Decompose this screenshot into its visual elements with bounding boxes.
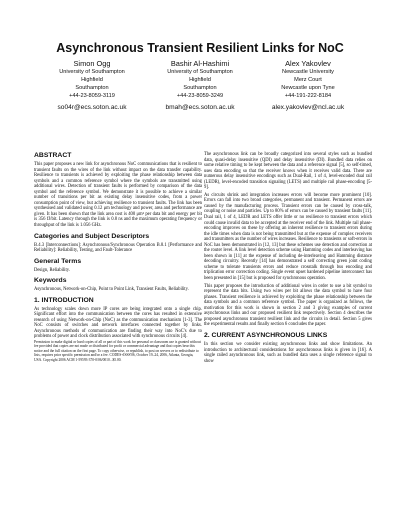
categories-text: B.4.3 [Interconnections]: Asynchronous/Synchronous Operation B.8.1 [Performance and Reliability]: Reliability, Testing, and Fault-Tolerance <box>34 242 202 254</box>
right-paragraph-3: This paper proposes the introduction of additional wires in order to use a bit symbol to represent the data bits. Using two wires per bit allows the data symbol to have four phases. Transient resilience is achieved by exploiting the phase relationship between the data symbols and a common reference symbol. The paper is organized as follows, the motivation for this work is shown in section 2 and 3 giving examples of current asynchronous links and our proposed resilient link respectively. Section 4 describes the proposed asynchronous transient resilient link and the circuits in detail. Section 5 gives the experimental results and finally section 6 concludes the paper. <box>204 283 372 328</box>
author-block <box>38 59 362 112</box>
author-2 <box>146 59 254 112</box>
author-affiliation: University of Southampton <box>59 69 125 75</box>
abstract-heading: ABSTRACT <box>34 152 72 159</box>
author-city: Southampton <box>183 85 217 91</box>
section2-text: In this section we consider existing asynchronous links and show limitations. An introduction to architectural considerations for asynchronous links is given in [16]. A single railed asynchronous link, such as bundled data uses a single reference signal to show <box>204 341 372 364</box>
author-3 <box>254 59 362 112</box>
copyright-footnote: Permission to make digital or hard copies of all or part of this work for personal or classroom use is granted without fee provided that copies are not made or distributed for profit or commercial advantage and that copies bear this notice and the full citation on the first page. To copy otherwise, or republish, to post on servers or to redistribute to lists, requires prior specific permission and/or a fee. CODES+ISSS'06, October 19–24, 2006, Atlanta, Georgia, USA. Copyright 2006 ACM 1-59593-370-0/06/0010...$5.00. <box>34 340 201 362</box>
author-city: Southampton <box>75 85 109 91</box>
author-email[interactable]: alex.yakovlev@ncl.ac.uk <box>271 104 345 111</box>
intro-text: As technology scales down more IP cores are being integrated onto a single chip. Significant effort into the communication between the cores has resulted in extensive research of using Network-on-Chip (NoC) as the communication mechanism [1-3]. The NoC consists of switches and network interfaces connected together by links. Asynchronous methods of communication are finding their way into NoC's due to problems of power and clock distribution associated with synchronous circuits [4]. <box>34 306 202 340</box>
author-dept: Merz Court <box>294 77 322 83</box>
keywords-heading: Keywords <box>34 277 67 285</box>
abstract-text: This paper proposes a new link for asynchronous NoC communications that is resilient to transient faults on the wires of the link without impact on the data transfer capability. Resilience to transients is achieved by exploiting the phase relationship between data symbols and a common reference symbol where the symbols are transmitted using additional wires. Detection of transient faults is performed by comparison of the data symbol and the reference symbol. We demonstrate it is possible to achieve a similar number of transitions per bit as existing delay insensitive codes, from a power consumption point of view, but achieving resilience to transient faults. The link has been synthesised and validated using 0.12 μm technology and power, area and performance are given. It has been shown that the link area cost is 400 μm² per data bit and energy per bit is 356 fJ/bit. Latency through the link is 0.8 ns and the maximum operating frequency or throughput of the link is 1.056 GHz. <box>34 162 202 229</box>
author-phone: +44-23-8059-3119 <box>69 93 115 99</box>
right-column <box>204 152 372 364</box>
author-email[interactable]: bmah@ecs.soton.ac.uk <box>165 104 235 111</box>
author-affiliation: Newcastle University <box>282 69 334 75</box>
author-affiliation: University of Southampton <box>167 69 233 75</box>
author-1 <box>38 59 146 112</box>
right-paragraph-1: The asynchronous link can be broadly categorized into several styles such as bundled data, quasi-delay insensitive (QDI) and delay insensitive (DI). Bundled data relies on some relative timing to be kept between the data and a reference signal [5], so self-timed, uses data encoding so that the receiver knows when it receives valid data. There are numerous delay insensitive encodings such as Dual-Rail, 1 of 4, level-encoded dual rail (LEDR), level-encoded transition signaling (LETS) and multiple rail phase-encoding [5-9]. <box>204 152 372 191</box>
author-name: Simon Ogg <box>73 59 111 68</box>
author-dept: Highfield <box>81 77 103 83</box>
general-terms-text: Design, Reliability. <box>34 267 70 273</box>
intro-heading: 1. INTRODUCTION <box>34 296 94 304</box>
author-dept: Highfield <box>189 77 211 83</box>
author-name: Bashir Al-Hashimi <box>170 59 230 68</box>
author-email[interactable]: so04r@ecs.soton.ac.uk <box>57 104 127 111</box>
general-terms-heading: General Terms <box>34 257 82 265</box>
paper-title: Asynchronous Transient Resilient Links for NoC <box>56 41 344 55</box>
right-paragraph-2: As circuits shrink and integration increases errors will become more prominent [10]. Errors can fall into two broad categories, permanent and transient. Permanent errors are caused by the manufacturing process. Transient errors can be caused by cross-talk, coupling or noise and particles. Up to 80% of errors can be caused by transient faults [11]. Dual rail, 1 of 4, LEDR and LETS offer little or no resilience to transient errors which could cause invalid data to be accepted at the receiver end of the link. Multiple rail phase-encoding improves on these by offering an inherent resilience to transient errors during the idle times when data is not being transmitted but at the expense of complex receivers and transmitters as the number of wires increases. Resilience to transients or soft-errors in NoC has been demonstrated in [12, 13] but these schemes use detection and correction at the router level. A link level detection scheme using Hamming codes and interleaving has been shown in [11] at the expense of including de-interleaving and Hamming distance decoding circuitry. Recently [14] has demonstrated a self correcting green joint coding scheme to tolerate transients errors and reduce crosstalk through bus encoding and triplication error correction coding. Single event upset hardened pipeline interconnect has been presented in [15] but is proposed for synchronous operation. <box>204 192 372 282</box>
author-name: Alex Yakovlev <box>285 59 331 68</box>
left-column <box>34 152 202 362</box>
author-city: Newcastle upon Tyne <box>281 85 335 91</box>
keywords-text: Asynchronous, Network-on-Chip, Point to Point Link, Transient Faults, Reliability. <box>34 287 189 293</box>
categories-heading: Categories and Subject Descriptors <box>34 232 150 240</box>
author-phone: +44-23-8059-3249 <box>176 93 224 99</box>
author-phone: +44-191-222-8184 <box>284 93 332 99</box>
section2-heading: 2. CURRENT ASYNCHRONOUS LINKS <box>204 331 328 339</box>
